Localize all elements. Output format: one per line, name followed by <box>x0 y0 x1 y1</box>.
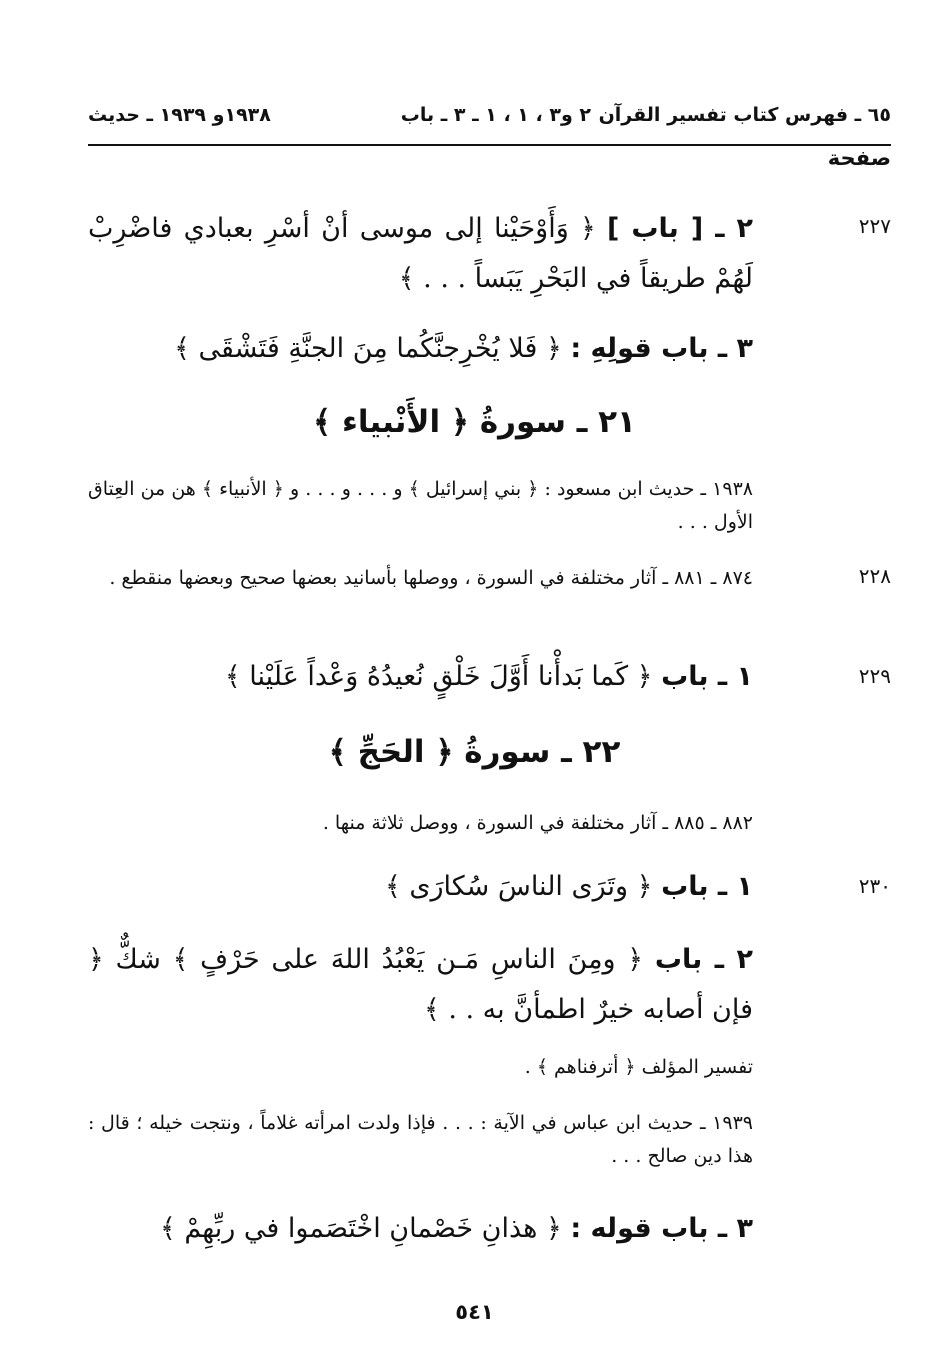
entry-text: ١٩٣٨ ـ حديث ابن مسعود : ﴿ بني إسرائيل ﴾ و . . . و . . . و ﴿ الأنبياء ﴾ هن من العِتاق الأول . . . <box>88 478 753 533</box>
entry-text <box>88 1204 753 1254</box>
header-section-range: ٢ و٣ ، ١ ، ١ ـ ٣ ـ باب <box>400 104 591 126</box>
index-entry <box>88 562 891 595</box>
chapter-heading: ٢ ـ [ باب ] <box>607 213 753 244</box>
entry-text: ١٩٣٩ ـ حديث ابن عباس في الآية : . . . فإذا ولدت امرأته غلاماً ، ونتجت خيله ؛ قال : هذا دين صالح . . . <box>88 1112 753 1167</box>
entry-text <box>88 324 753 374</box>
entry-page-number: ٢٢٧ <box>858 214 891 238</box>
running-header <box>88 98 891 146</box>
index-entry <box>88 1051 891 1084</box>
verse-text: ﴿ فَلا يُخْرِجنَّكُما مِنَ الجنَّةِ فَتَشْقَى ﴾ <box>174 333 571 364</box>
verse-text: ﴿ وَأَوْحَيْنا إلى موسى أنْ أسْرِ بعبادي فاضْرِبْ لَهُمْ طريقاً في البَحْرِ يَبَساً . . . ﴾ <box>88 213 753 294</box>
verse-text: ﴿ كَما بَدأْنا أَوَّلَ خَلْقٍ نُعيدُهُ وَعْداً عَلَيْنا ﴾ <box>224 661 662 692</box>
index-entry <box>88 862 891 912</box>
sura-heading: ٢٢ ـ سورةُ ﴿ الحَجِّ ﴾ <box>328 734 621 770</box>
entry-text <box>88 862 753 912</box>
index-entry <box>88 204 891 304</box>
entry-text: ٨٨٢ ـ ٨٨٥ ـ آثار مختلفة في السورة ، ووصل ثلاثة منها . <box>322 812 753 834</box>
chapter-heading: ٣ ـ باب قوله : <box>570 1213 753 1244</box>
index-entry <box>88 324 891 374</box>
verse-text: ﴿ وتَرَى الناسَ سُكارَى ﴾ <box>384 871 662 902</box>
index-entry <box>88 935 891 1035</box>
entry-text <box>88 652 753 702</box>
header-chapter-title: ٦٥ ـ فهرس كتاب تفسير القرآن <box>598 104 891 126</box>
entry-text: تفسير المؤلف ﴿ أترفناهم ﴾ . <box>524 1056 753 1078</box>
verse-text: ﴿ ومِنَ الناسِ مَـن يَعْبُدُ اللهَ على حَرْفٍ ﴾ شكٌّ ﴿ فإن أصابه خيرٌ اطمأنَّ به . . ﴾ <box>88 944 753 1025</box>
index-entry <box>88 1204 891 1254</box>
entry-page-number: ٢٢٨ <box>858 564 891 588</box>
index-entry <box>88 473 891 539</box>
sura-heading: ٢١ ـ سورةُ ﴿ الأَنْبياء ﴾ <box>313 404 636 440</box>
entry-page-number: ٢٣٠ <box>858 874 891 898</box>
chapter-heading: ٣ ـ باب قولِهِ : <box>570 333 753 364</box>
entry-text <box>88 204 753 304</box>
index-entry <box>88 1107 891 1173</box>
entry-text: ٨٧٤ ـ ٨٨١ ـ آثار مختلفة في السورة ، ووصلها بأسانيد بعضها صحيح وبعضها منقطع . <box>109 567 753 589</box>
index-entry <box>88 807 891 840</box>
header-hadith-range: ١٩٣٨و ١٩٣٩ ـ حديث <box>88 104 271 126</box>
chapter-heading: ١ ـ باب <box>661 871 753 902</box>
page-number: ٥٤١ <box>455 1300 494 1324</box>
verse-text: ﴿ هذانِ خَصْمانِ اخْتَصَموا في ربِّهِمْ ﴾ <box>159 1213 571 1244</box>
chapter-heading: ٢ ـ باب <box>654 944 754 975</box>
entry-page-number: ٢٢٩ <box>858 664 891 688</box>
index-entry <box>88 652 891 702</box>
chapter-heading: ١ ـ باب <box>661 661 753 692</box>
entry-text <box>88 935 753 1035</box>
page-column-label: صفحة <box>827 146 891 170</box>
